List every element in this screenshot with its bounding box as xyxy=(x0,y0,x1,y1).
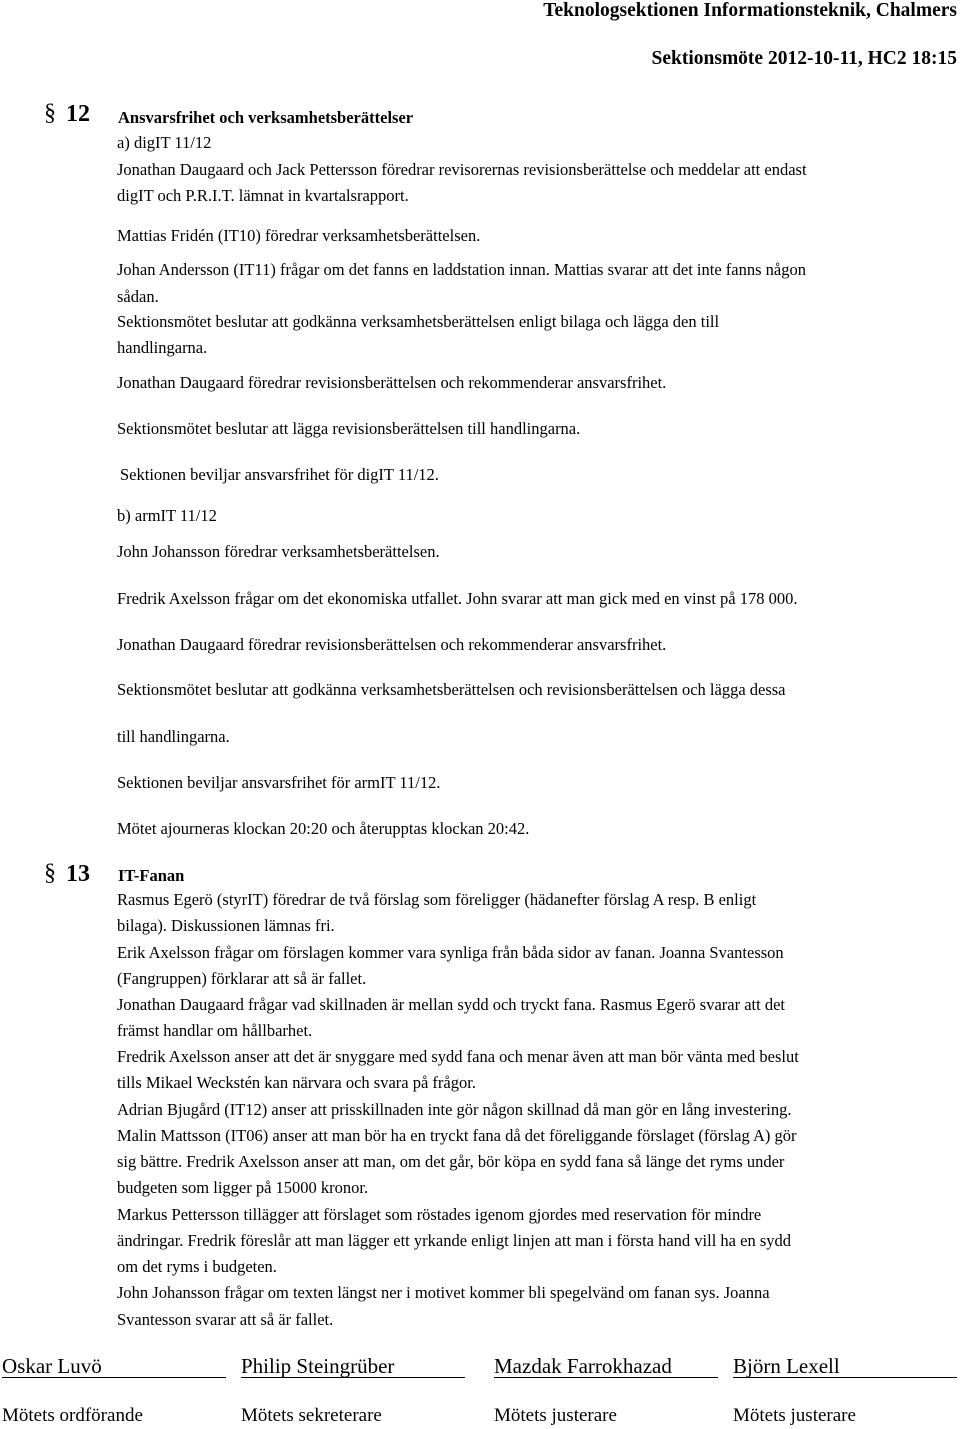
paragraph-line: Sektionsmötet beslutar att godkänna verksamhetsberättelsen och revisionsberättelsen och lägga dessa xyxy=(117,680,786,699)
paragraph-line: Fredrik Axelsson anser att det är snyggare med sydd fana och menar även att man bör vänta med beslut xyxy=(117,1047,799,1066)
signature-line xyxy=(733,1377,957,1378)
signature-name: Mazdak Farrokhazad xyxy=(494,1354,672,1378)
meeting-header: Sektionsmöte 2012-10-11, HC2 18:15 xyxy=(651,48,957,69)
paragraph-line: Sektionen beviljar ansvarsfrihet för armIT 11/12. xyxy=(117,773,441,792)
section-title: Ansvarsfrihet och verksamhetsberättelser xyxy=(118,108,414,127)
paragraph-line: handlingarna. xyxy=(117,338,208,357)
paragraph-line: bilaga). Diskussionen lämnas fri. xyxy=(117,916,335,935)
paragraph-line: Fredrik Axelsson frågar om det ekonomiska utfallet. John svarar att man gick med en vinst på 178 000. xyxy=(117,589,798,608)
signature-line xyxy=(494,1377,718,1378)
paragraph-line: digIT och P.R.I.T. lämnat in kvartalsrapport. xyxy=(117,186,409,205)
paragraph-line: ändringar. Fredrik föreslår att man lägger ett yrkande enligt linjen att man i första hand vill ha en sydd xyxy=(117,1231,792,1250)
paragraph-line: Rasmus Egerö (styrIT) föredrar de två förslag som föreligger (hädanefter förslag A resp. B enligt xyxy=(117,890,757,909)
paragraph-line: till handlingarna. xyxy=(117,727,230,746)
paragraph-line: John Johansson föredrar verksamhetsberättelsen. xyxy=(117,542,440,561)
section-title: IT-Fanan xyxy=(118,866,185,885)
section-number: 12 xyxy=(66,101,90,127)
paragraph-line: (Fangruppen) förklarar att så är fallet. xyxy=(117,969,367,988)
paragraph-line: Jonathan Daugaard frågar vad skillnaden är mellan sydd och tryckt fana. Rasmus Egerö svarar att det xyxy=(117,995,786,1014)
paragraph-line: budgeten som ligger på 15000 kronor. xyxy=(117,1178,369,1197)
signature-secretary xyxy=(241,1354,394,1379)
paragraph-line: Jonathan Daugaard föredrar revisionsberättelsen och rekommenderar ansvarsfrihet. xyxy=(117,635,667,654)
paragraph-line: Sektionsmötet beslutar att godkänna verksamhetsberättelsen enligt bilaga och lägga den till xyxy=(117,312,720,331)
signature-adjuster-2 xyxy=(733,1354,840,1379)
paragraph-line: Sektionsmötet beslutar att lägga revisionsberättelsen till handlingarna. xyxy=(117,419,581,438)
signature-role: Mötets justerare xyxy=(733,1405,856,1426)
paragraph-line: Mattias Fridén (IT10) föredrar verksamhetsberättelsen. xyxy=(117,226,481,245)
paragraph-line: John Johansson frågar om texten längst ner i motivet kommer bli spegelvänd om fanan sys. Joanna xyxy=(117,1283,770,1302)
paragraph-line: Sektionen beviljar ansvarsfrihet för digIT 11/12. xyxy=(120,465,439,484)
paragraph-line: b) armIT 11/12 xyxy=(117,506,217,525)
signature-role: Mötets justerare xyxy=(494,1405,617,1426)
paragraph-line: Jonathan Daugaard föredrar revisionsberättelsen och rekommenderar ansvarsfrihet. xyxy=(117,373,667,392)
paragraph-line: sådan. xyxy=(117,287,159,306)
paragraph-line: främst handlar om hållbarhet. xyxy=(117,1021,313,1040)
signature-name: Björn Lexell xyxy=(733,1354,840,1378)
paragraph-line: Malin Mattsson (IT06) anser att man bör ha en tryckt fana då det föreliggande förslaget (förslag A) gör xyxy=(117,1126,797,1145)
paragraph-line: a) digIT 11/12 xyxy=(117,133,212,152)
signature-name: Philip Steingrüber xyxy=(241,1354,395,1378)
signature-adjuster-1 xyxy=(494,1354,672,1379)
signature-chair xyxy=(2,1354,102,1379)
paragraph-line: om det ryms i budgeten. xyxy=(117,1257,277,1276)
section-mark: § xyxy=(44,100,56,126)
signature-role: Mötets sekreterare xyxy=(241,1405,382,1426)
paragraph-line: sig bättre. Fredrik Axelsson anser att man, om det går, bör köpa en sydd fana så länge det ryms under xyxy=(117,1152,785,1171)
paragraph-line: Svantesson svarar att så är fallet. xyxy=(117,1310,334,1329)
signature-role: Mötets ordförande xyxy=(2,1405,143,1426)
section-mark: § xyxy=(44,860,56,886)
paragraph-line: Markus Pettersson tillägger att förslaget som röstades igenom gjordes med reservation för mindre xyxy=(117,1205,762,1224)
paragraph-line: tills Mikael Weckstén kan närvara och svara på frågor. xyxy=(117,1073,476,1092)
paragraph-line: Adrian Bjugård (IT12) anser att prisskillnaden inte gör någon skillnad då man gör en lång investering. xyxy=(117,1100,792,1119)
signature-line xyxy=(241,1377,465,1378)
signature-line xyxy=(2,1377,226,1378)
signature-name: Oskar Luvö xyxy=(2,1354,102,1378)
paragraph-line: Jonathan Daugaard och Jack Pettersson föredrar revisorernas revisionsberättelse och meddelar att endast xyxy=(117,160,807,179)
paragraph-line: Erik Axelsson frågar om förslagen kommer vara synliga från båda sidor av fanan. Joanna Svantesson xyxy=(117,943,784,962)
section-number: 13 xyxy=(66,861,90,887)
paragraph-line: Johan Andersson (IT11) frågar om det fanns en laddstation innan. Mattias svarar att det inte fanns någon xyxy=(117,260,806,279)
paragraph-line: Mötet ajourneras klockan 20:20 och återupptas klockan 20:42. xyxy=(117,819,530,838)
organization-header: Teknologsektionen Informationsteknik, Chalmers xyxy=(543,0,957,21)
